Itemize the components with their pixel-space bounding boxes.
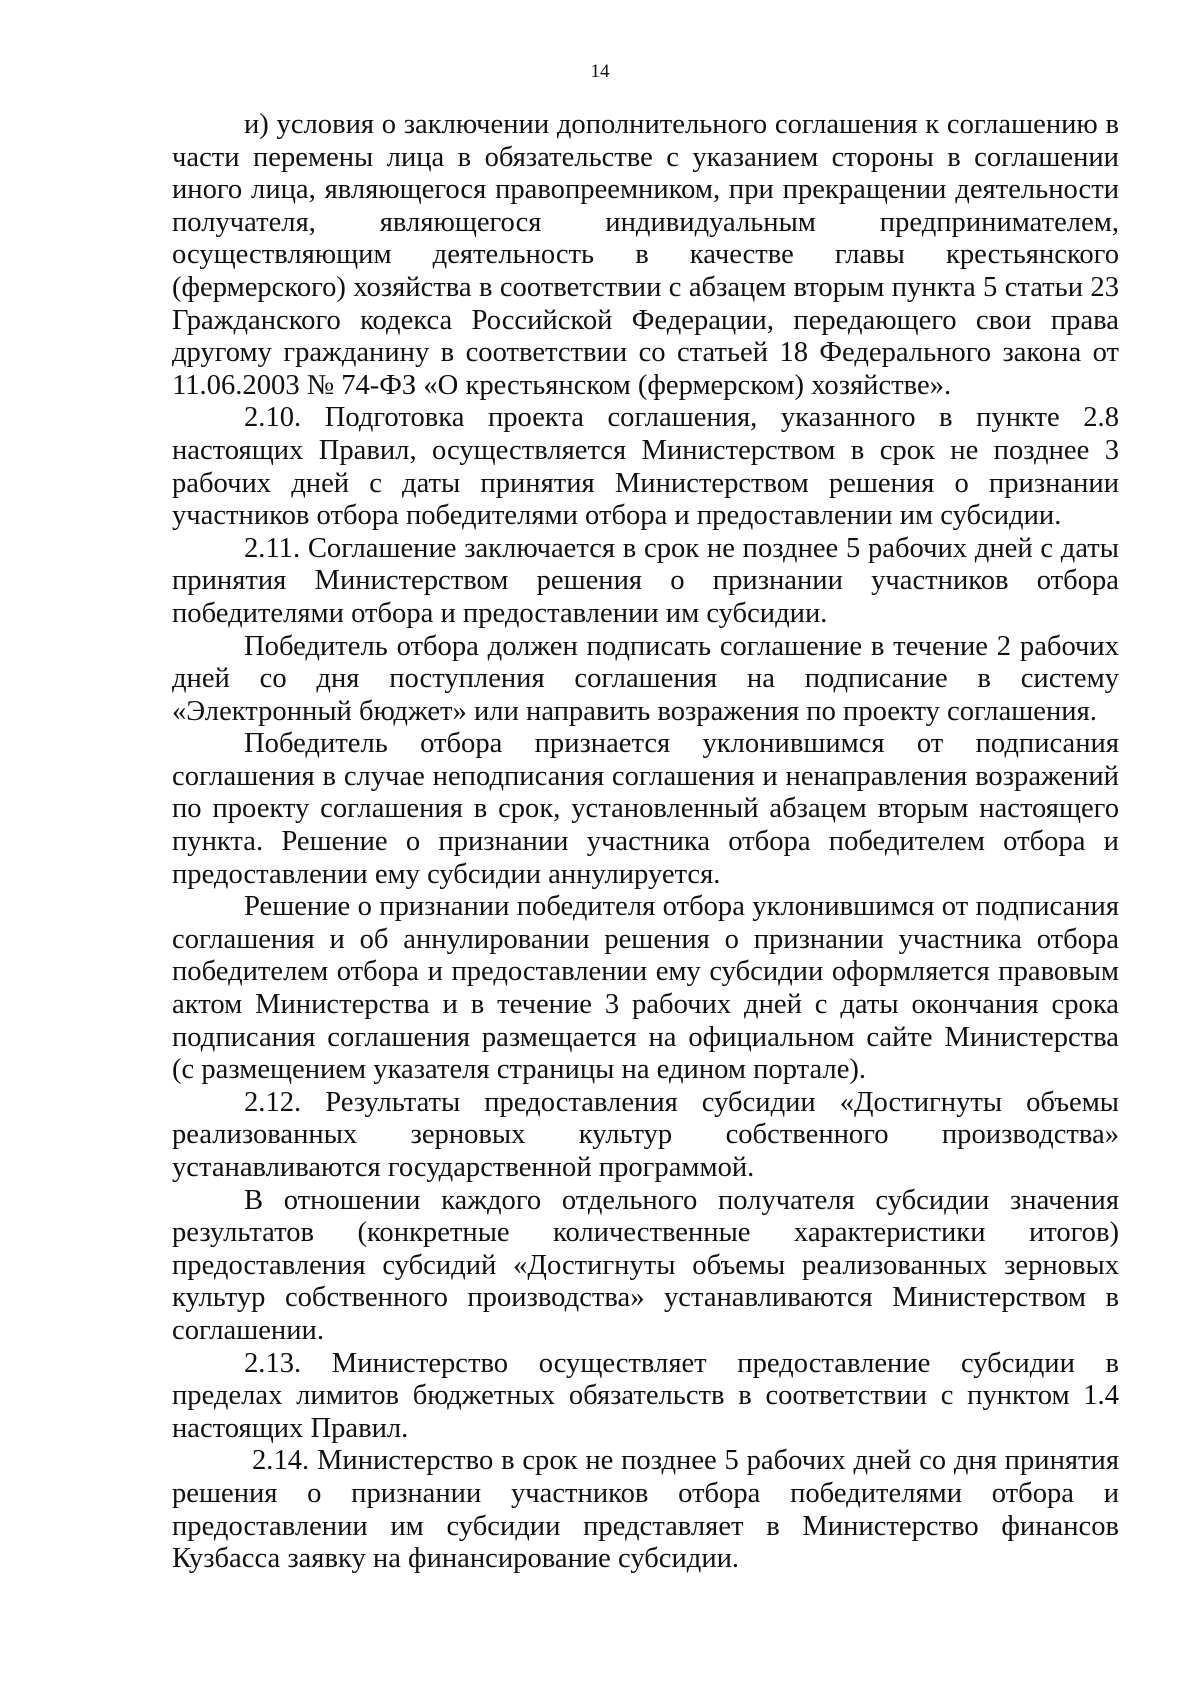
paragraph-result-values: В отношении каждого отдельного получателя субсидии значения результатов (конкретные количественные характеристики итогов) предоставления субсидий «Достигнуты объемы реализованных зерновых культур собственного производства» устанавливаются Министерством в соглашении. [172,1184,1119,1346]
paragraph-2-14: 2.14. Министерство в срок не позднее 5 рабочих дней со дня принятия решения о признании участников отбора победителями отбора и предоставлении им субсидии представляет в Министерство финансов Кузбасса заявку на финансирование субсидии. [172,1445,1119,1575]
paragraph-winner-evasion: Победитель отбора признается уклонившимся от подписания соглашения в случае неподписания соглашения и ненаправления возражений по проекту соглашения в срок, установленный абзацем вторым настоящего пункта. Решение о признании участника отбора победителем отбора и предоставлении ему субсидии аннулируется. [172,728,1119,890]
paragraph-2-11: 2.11. Соглашение заключается в срок не позднее 5 рабочих дней с даты принятия Министерством решения о признании участников отбора победителями отбора и предоставлении им субсидии. [172,532,1119,629]
paragraph-2-13: 2.13. Министерство осуществляет предоставление субсидии в пределах лимитов бюджетных обязательств в соответствии с пунктом 1.4 настоящих Правил. [172,1347,1119,1444]
paragraph-2-12: 2.12. Результаты предоставления субсидии «Достигнуты объемы реализованных зерновых культур собственного производства» устанавливаются государственной программой. [172,1086,1119,1183]
page-number: 14 [590,61,610,82]
paragraph-evasion-decision: Решение о признании победителя отбора уклонившимся от подписания соглашения и об аннулировании решения о признании участника отбора победителем отбора и предоставлении ему субсидии оформляется правовым актом Министерства и в течение 3 рабочих дней с даты окончания срока подписания соглашения размещается на официальном сайте Министерства (с размещением указателя страницы на едином портале). [172,891,1119,1086]
paragraph-2-10: 2.10. Подготовка проекта соглашения, указанного в пункте 2.8 настоящих Правил, осуществляется Министерством в срок не позднее 3 рабочих дней с даты принятия Министерством решения о признании участников отбора победителями отбора и предоставлении им субсидии. [172,402,1119,532]
document-body [172,109,1119,1576]
paragraph-item-i: и) условия о заключении дополнительного соглашения к соглашению в части перемены лица в обязательстве с указанием стороны в соглашении иного лица, являющегося правопреемником, при прекращении деятельности получателя, являющегося индивидуальным предпринимателем, осуществляющим деятельность в качестве главы крестьянского (фермерского) хозяйства в соответствии с абзацем вторым пункта 5 статьи 23 Гражданского кодекса Российской Федерации, передающего свои права другому гражданину в соответствии со статьей 18 Федерального закона от 11.06.2003 № 74-ФЗ «О крестьянском (фермерском) хозяйстве». [172,109,1119,401]
paragraph-winner-signing: Победитель отбора должен подписать соглашение в течение 2 рабочих дней со дня поступления соглашения на подписание в систему «Электронный бюджет» или направить возражения по проекту соглашения. [172,630,1119,727]
